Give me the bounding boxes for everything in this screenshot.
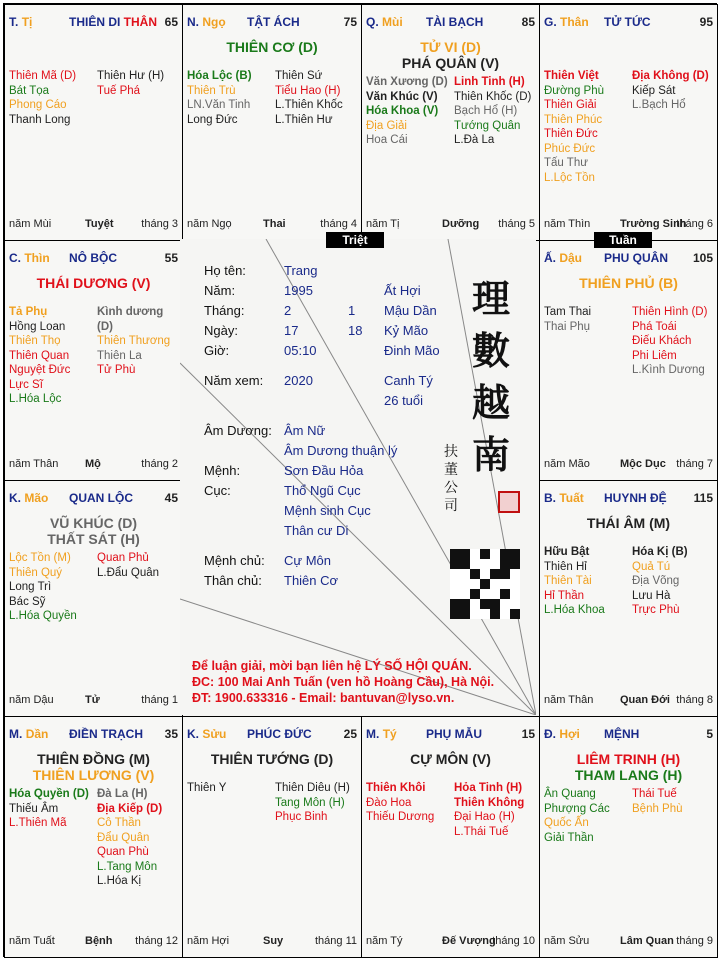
minor-star: Thiên Sứ [275,70,323,82]
palace-house: NÔ BỘC [69,251,117,265]
star-list-right [454,75,531,148]
minor-star: Thiên Việt [544,70,599,82]
footer-year: năm Sửu [544,935,590,947]
major-star: THIÊN CƠ (D) [226,39,318,55]
palace-hoi [539,716,718,958]
major-star: THIÊN ĐỒNG (M) [37,751,150,767]
star-list-right [275,781,350,825]
palace-house: PHÚC ĐỨC [247,727,312,741]
minor-star: Thiên Khôi [366,782,426,794]
minor-star: Bạch Hổ (H) [454,105,518,117]
palace-house: THIÊN DI THÂN [69,15,158,29]
than-position: Thân cư Di [284,523,349,538]
star-list-left [9,305,70,407]
age: 26 tuổi [384,393,424,408]
minor-star: Thiên Thọ [9,335,61,347]
palace-number: 95 [699,15,713,29]
footer-year: năm Thân [544,694,594,706]
minor-star: Hỏa Tinh (H) [454,782,523,794]
hour-lunar: Đinh Mão [384,343,440,358]
footer-stage: Quan Đới [620,694,670,706]
brand-char: 數 [471,328,510,373]
footer-stage: Mộ [85,458,101,470]
star-list-right [97,305,182,378]
minor-star: Hóa Kị (B) [632,546,688,558]
minor-star: Thiên Hình (D) [632,306,708,318]
brand-char: 理 [471,276,510,321]
minor-star: Quan Phủ [97,552,149,564]
minor-star: Thiếu Dương [366,811,435,823]
day-label: Ngày: [204,323,238,338]
palace-number: 65 [164,15,178,29]
minor-star: Phục Binh [275,811,328,823]
minor-star: Thái Tuế [632,788,677,800]
major-star: THIÊN TƯỚNG (D) [210,751,334,767]
minor-star: Thiên La [97,349,142,362]
star-list-left [9,69,76,127]
minor-star: Hỉ Thần [544,589,585,602]
star-list-right [97,69,164,98]
center-info [180,239,536,715]
palace-branch: Ấ. Dậu [544,251,583,265]
star-list-left [544,305,591,334]
footer-month: tháng 1 [141,694,178,706]
minor-star: Lực Sĩ [9,378,43,391]
triet-tag: Triệt [326,232,384,248]
amduong-value: Âm Nữ [284,423,326,438]
footer-year: năm Mão [544,458,590,470]
minor-star: Tang Môn (H) [275,796,345,809]
footer-month: tháng 10 [492,935,535,947]
minor-star: Điếu Khách [632,335,692,347]
minor-star: L.Thiên Mã [9,817,67,829]
minor-star: Văn Xương (D) [366,76,448,88]
palace-branch: K. Sửu [187,727,227,741]
star-list-left [187,69,252,127]
view-year-lunar: Canh Tý [384,373,433,388]
star-list-right [454,781,524,839]
major-star: THẤT SÁT (H) [47,531,140,547]
star-list-left [544,787,610,845]
minor-star: Bác Sỹ [9,595,46,608]
minor-star: Phong Cáo [9,99,67,111]
minor-star: Phá Toái [632,320,677,333]
minor-star: Hoa Cái [366,134,408,146]
palace-footer [544,218,713,232]
star-list-left [544,69,604,185]
minor-star: Trực Phù [632,604,680,616]
minor-star: L.Hóa Lộc [9,393,62,405]
palace-mao [4,480,183,717]
minor-star: L.Kình Dương [632,364,705,376]
minor-star: Lộc Tồn (M) [9,552,71,564]
palace-thin [4,240,183,481]
menh-chu-label: Mệnh chủ: [204,553,265,568]
amduong-relation: Âm Dương thuận lý [284,443,398,458]
footer-stage: Đế Vượng [442,935,496,947]
minor-star: Địa Kiếp (D) [97,802,163,815]
minor-star: Tấu Thư [544,157,588,169]
palace-footer [366,218,535,232]
minor-star: Lưu Hà [632,589,671,602]
major-star: THÁI ÂM (M) [586,515,671,531]
minor-star: L.Đẩu Quân [97,566,160,579]
cuc-relation: Mệnh sinh Cục [284,503,371,518]
minor-star: Thiên Quý [9,566,63,579]
star-list-left [9,787,89,831]
brand-sub-char: 公 [444,480,458,496]
name-value: Trang [284,263,318,278]
palace-house: TÀI BẠCH [426,15,484,29]
minor-star: Phượng Các [544,802,610,815]
menh-label: Mệnh: [204,463,241,478]
footer-stage: Dưỡng [442,218,480,230]
minor-star: L.Lộc Tồn [544,171,595,184]
major-star: THIÊN PHỦ (B) [579,275,678,291]
footer-year: năm Mùi [9,218,52,230]
palace-branch: N. Ngọ [187,15,226,29]
minor-star: Thiên Quan [9,349,70,362]
month-solar: 2 [284,303,292,318]
view-year-value: 2020 [284,373,313,388]
footer-stage: Lâm Quan [620,935,674,947]
footer-year: năm Tị [366,218,400,230]
minor-star: Tiểu Hao (H) [275,84,341,97]
minor-star: Tả Phụ [9,306,48,318]
star-list-left [544,545,605,618]
brand-char: 南 [471,432,510,477]
hour-label: Giờ: [204,343,230,358]
minor-star: Cô Thần [97,817,141,829]
palace-footer [9,458,178,472]
minor-star: Văn Khúc (V) [366,90,438,103]
year-label: Năm: [204,283,236,298]
day-solar: 17 [284,323,299,338]
brand-calligraphy [468,273,514,481]
palace-number: 45 [164,491,178,505]
minor-star: Thiên Khốc (D) [454,90,532,103]
minor-star: Thiên Phúc [544,113,603,126]
minor-star: Thiên Thương [97,335,171,347]
palace-house: HUYNH ĐỆ [604,491,667,505]
star-list-left [366,75,448,148]
minor-star: Bát Tọa [9,84,50,97]
minor-star: L.Hóa Khoa [544,604,605,616]
minor-star: Đẩu Quân [97,831,150,844]
palace-branch: M. Dần [9,727,49,741]
minor-star: Địa Võng [632,575,680,587]
minor-star: Thanh Long [9,113,71,126]
minor-star: L.Hóa Kị [97,875,142,887]
minor-star: LN.Văn Tinh [187,99,251,111]
palace-number: 15 [521,727,535,741]
tuan-tag: Tuần [594,232,652,248]
footer-month: tháng 3 [141,218,178,230]
minor-star: Thiên Tài [544,575,592,587]
star-list-right [632,305,707,378]
palace-mui [361,4,540,241]
palace-number: 25 [343,727,357,741]
minor-star: Hồng Loan [9,320,66,333]
palace-branch: G. Thân [544,15,589,29]
minor-star: Thiếu Âm [9,802,59,815]
minor-star: Đường Phù [544,84,604,97]
minor-star: Bệnh Phù [632,802,683,815]
minor-star: Tướng Quân [454,119,521,132]
minor-star: Địa Không (D) [632,70,709,82]
minor-star: Thiên Giải [544,99,597,111]
palace-than [539,4,718,241]
day-lunar: Kỷ Mão [384,323,429,338]
cuc-value: Thổ Ngũ Cục [284,483,361,498]
palace-dan [4,716,183,958]
star-list-left [9,551,77,624]
minor-star: Hóa Lộc (B) [187,70,252,82]
minor-star: Long Đức [187,113,238,126]
major-star: CỰ MÔN (V) [410,751,491,767]
footer-stage: Tử [85,694,100,706]
palace-branch: M. Tý [366,727,397,741]
brand-char: 越 [471,380,510,425]
footer-month: tháng 9 [676,935,713,947]
minor-star: Thiên Trù [187,84,236,97]
footer-month: tháng 4 [320,218,357,230]
amduong-label: Âm Dương: [204,423,272,438]
minor-star: Ân Quang [544,788,596,800]
name-label: Họ tên: [204,263,246,278]
palace-house: QUAN LỘC [69,491,133,505]
minor-star: Thai Phụ [544,320,591,333]
footer-stage: Thai [263,218,286,230]
year-value: 1995 [284,283,313,298]
cuc-label: Cục: [204,483,231,498]
palace-house: MỆNH [604,727,640,741]
minor-star: L.Bạch Hổ [632,99,686,111]
minor-star: Tuế Phá [97,84,141,97]
palace-footer [366,935,535,949]
brand-sub-char: 司 [444,498,458,514]
menh-chu-value: Cự Môn [284,553,331,568]
palace-number: 85 [521,15,535,29]
palace-house: ĐIỀN TRẠCH [69,727,143,741]
minor-star: Đào Hoa [366,796,412,809]
palace-footer [187,935,357,949]
palace-house: TỬ TỨC [604,15,651,29]
major-star: LIÊM TRINH (H) [576,751,681,767]
qr-code-icon [450,549,520,619]
minor-star: Giải Thần [544,831,594,844]
palace-branch: Đ. Hợi [544,727,580,741]
minor-star: Tam Thai [544,306,592,318]
minor-star: Tử Phù [97,364,136,376]
star-list-right [97,787,162,889]
star-list-right [275,69,343,127]
palace-footer [544,935,713,949]
palace-number: 75 [343,15,357,29]
major-star: THIÊN LƯƠNG (V) [32,767,155,783]
palace-number: 5 [706,727,713,741]
minor-star: L.Hóa Quyền [9,610,77,622]
contact-line-2[interactable]: ĐC: 100 Mai Anh Tuấn (ven hồ Hoàng Cầu), Hà Nội. [192,675,495,689]
menh-value: Sơn Đầu Hỏa [284,463,364,478]
hour-value: 05:10 [284,343,317,358]
brand-sub-char: 董 [444,462,458,478]
star-list-left [187,781,226,796]
month-lunar: Mậu Dần [384,303,437,318]
minor-star: L.Tang Môn [97,860,158,873]
footer-month: tháng 8 [676,694,713,706]
palace-footer [9,218,178,232]
star-list-right [97,551,159,580]
month-lunar-num: 1 [348,303,356,318]
day-lunar-num: 18 [348,323,363,338]
minor-star: Thiên Y [187,782,227,794]
minor-star: Thiên Hư (H) [97,70,165,82]
palace-house: PHỤ MẪU [426,727,482,741]
minor-star: Thiên Mã (D) [9,70,77,82]
footer-month: tháng 7 [676,458,713,470]
minor-star: Kiếp Sát [632,84,676,97]
month-label: Tháng: [204,303,245,318]
minor-star: Kình dương (D) [97,306,164,333]
footer-month: tháng 11 [314,935,357,947]
minor-star: L.Thái Tuế [454,825,509,838]
minor-star: L.Thiên Hư [275,113,333,126]
star-list-right [632,545,688,618]
palace-branch: C. Thìn [9,251,50,265]
palace-tuat [539,480,718,717]
minor-star: L.Đà La [454,134,495,146]
footer-stage: Tuyệt [85,218,114,230]
minor-star: Quả Tú [632,560,671,573]
palace-number: 55 [164,251,178,265]
minor-star: Thiên Không [454,796,525,809]
palace-footer [544,694,713,708]
palace-ty [361,716,540,958]
minor-star: Long Trì [9,581,52,593]
footer-stage: Suy [263,935,284,947]
footer-year: năm Dậu [9,694,54,706]
footer-year: năm Ngọ [187,218,232,230]
minor-star: Linh Tinh (H) [454,76,525,88]
footer-stage: Mộc Dục [620,458,666,470]
minor-star: Hóa Quyền (D) [9,788,89,800]
minor-star: Quan Phù [97,846,149,858]
palace-branch: B. Tuất [544,491,584,505]
palace-suu [182,716,362,958]
minor-star: Hóa Khoa (V) [366,105,439,117]
palace-ngo [182,4,362,241]
footer-month: tháng 2 [141,458,178,470]
minor-star: Phúc Đức [544,142,596,155]
palace-number: 115 [693,491,713,505]
footer-month: tháng 6 [676,218,713,230]
footer-year: năm Thân [9,458,59,470]
year-lunar: Ất Hợi [384,283,421,298]
minor-star: Thiên Hỉ [544,560,587,573]
brand-seal [498,491,520,513]
palace-footer [544,458,713,472]
than-marker: THÂN [120,15,158,29]
minor-star: Đà La (H) [97,788,148,800]
minor-star: L.Thiên Khốc [275,99,343,111]
major-star: PHÁ QUÂN (V) [401,55,500,71]
minor-star: Địa Giải [366,119,407,132]
minor-star: Nguyệt Đức [9,364,71,376]
palace-footer [9,694,178,708]
brand-sub-char: 扶 [444,444,458,460]
footer-year: năm Tuất [9,935,55,947]
palace-footer [9,935,178,949]
than-chu-label: Thân chủ: [204,573,262,588]
star-list-right [632,69,709,113]
palace-ti [4,4,183,241]
star-list-right [632,787,683,816]
palace-branch: K. Mão [9,491,49,505]
footer-stage: Bệnh [85,935,113,947]
contact-line-1: Để luận giải, mời bạn liên hệ LÝ SỐ HỘI QUÁN. [192,659,472,673]
contact-line-3[interactable]: ĐT: 1900.633316 - Email: bantuvan@lyso.vn. [192,691,455,705]
footer-month: tháng 5 [498,218,535,230]
footer-year: năm Thìn [544,218,591,230]
than-chu-value: Thiên Cơ [284,573,339,588]
view-year-label: Năm xem: [204,373,264,388]
palace-dau [539,240,718,481]
minor-star: Thiên Diêu (H) [275,782,350,794]
brand-seal-text [444,443,462,515]
palace-branch: Q. Mùi [366,15,403,29]
footer-year: năm Tý [366,935,403,947]
footer-stage: Trường Sinh [620,218,687,230]
minor-star: Phi Liêm [632,349,677,362]
star-list-left [366,781,434,825]
palace-number: 35 [164,727,178,741]
minor-star: Hữu Bật [544,546,590,558]
major-star: TỬ VI (D) [420,39,481,55]
palace-house: TẬT ÁCH [247,15,300,29]
major-star: THÁI DƯƠNG (V) [36,275,151,291]
minor-star: Thiên Đức [544,128,598,140]
palace-branch: T. Tị [9,15,33,29]
palace-number: 105 [692,251,713,265]
major-star: THAM LANG (H) [574,767,683,783]
major-star: VŨ KHÚC (D) [49,515,138,531]
minor-star: Đại Hao (H) [454,811,515,823]
palace-house: PHU QUÂN [604,251,669,265]
footer-year: năm Hợi [187,935,230,947]
palace-footer [187,218,357,232]
minor-star: Quốc Ấn [544,817,589,829]
footer-month: tháng 12 [135,935,178,947]
